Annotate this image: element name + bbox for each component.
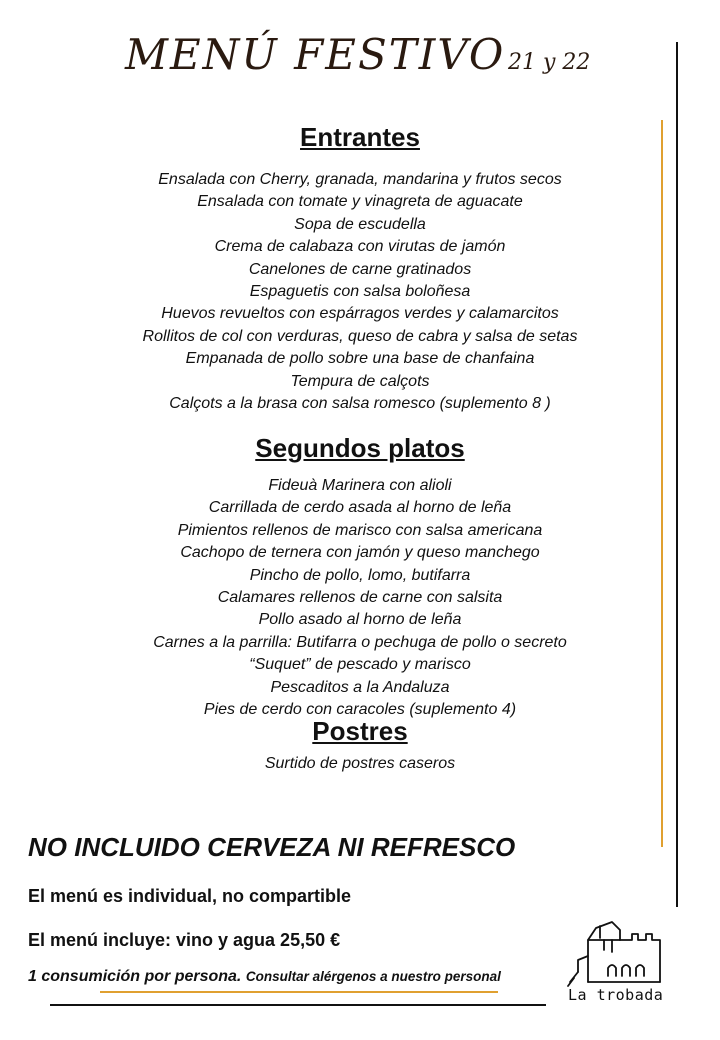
- list-item: Carrillada de cerdo asada al horno de leña: [208, 499, 512, 517]
- list-item: Cachopo de ternera con jamón y queso manchego: [180, 544, 540, 562]
- list-item: Calamares rellenos de carne con salsita: [217, 588, 503, 606]
- price-notice: El menú incluye: vino y agua 25,50 €: [28, 930, 341, 950]
- list-item: Carnes a la parrilla: Butifarra o pechuga de pollo o secreto: [153, 633, 567, 651]
- list-item: Ensalada con Cherry, granada, mandarina y frutos secos: [158, 171, 562, 188]
- list-item: Ensalada con tomate y vinagreta de aguacate: [197, 193, 523, 211]
- consumicion-text: 1 consumición por persona.: [28, 968, 242, 985]
- no-incluido-notice: NO INCLUIDO CERVEZA NI REFRESCO: [28, 832, 516, 862]
- consumption-notice: [28, 968, 501, 986]
- list-item: Pescaditos a la Andaluza: [270, 678, 450, 696]
- postres-list: [0, 753, 720, 775]
- underline-gold: [100, 991, 498, 993]
- section-heading-postres: Postres: [312, 716, 408, 746]
- list-item: “Suquet” de pescado y marisco: [249, 656, 471, 674]
- section-heading-segundos: Segundos platos: [255, 433, 465, 463]
- list-item: Calçots a la brasa con salsa romesco (suplemento 8 ): [169, 394, 551, 412]
- section-heading-entrantes: Entrantes: [300, 122, 420, 152]
- list-item: Pimientos rellenos de marisco con salsa americana: [177, 521, 543, 539]
- list-item: Huevos revueltos con espárragos verdes y calamarcitos: [161, 305, 559, 323]
- logo-text: La trobada: [568, 986, 664, 1004]
- list-item: Pollo asado al horno de leña: [258, 611, 462, 629]
- list-item: Sopa de escudella: [294, 215, 426, 233]
- menu-date: 21 y 22: [508, 50, 591, 75]
- individual-notice: El menú es individual, no compartible: [28, 886, 352, 906]
- menu-title: MENÚ FESTIVO: [125, 30, 506, 79]
- list-item: Pies de cerdo con caracoles (suplemento 4): [203, 700, 517, 718]
- footer-rule: [50, 1004, 546, 1006]
- list-item: Fideuà Marinera con alioli: [268, 477, 452, 494]
- list-item: Empanada de pollo sobre una base de chanfaina: [185, 350, 535, 368]
- segundos-list: [0, 475, 720, 721]
- list-item: Pincho de pollo, lomo, butifarra: [249, 566, 471, 584]
- list-item: Rollitos de col con verduras, queso de cabra y salsa de setas: [142, 327, 578, 345]
- alergenos-text: Consultar alérgenos a nuestro personal: [245, 969, 501, 984]
- entrantes-list: [0, 169, 720, 415]
- list-item: Crema de calabaza con virutas de jamón: [214, 238, 506, 256]
- list-item: Tempura de calçots: [290, 372, 430, 390]
- list-item: Espaguetis con salsa boloñesa: [249, 282, 471, 300]
- list-item: Canelones de carne gratinados: [248, 260, 472, 278]
- list-item: Surtido de postres caseros: [264, 755, 456, 772]
